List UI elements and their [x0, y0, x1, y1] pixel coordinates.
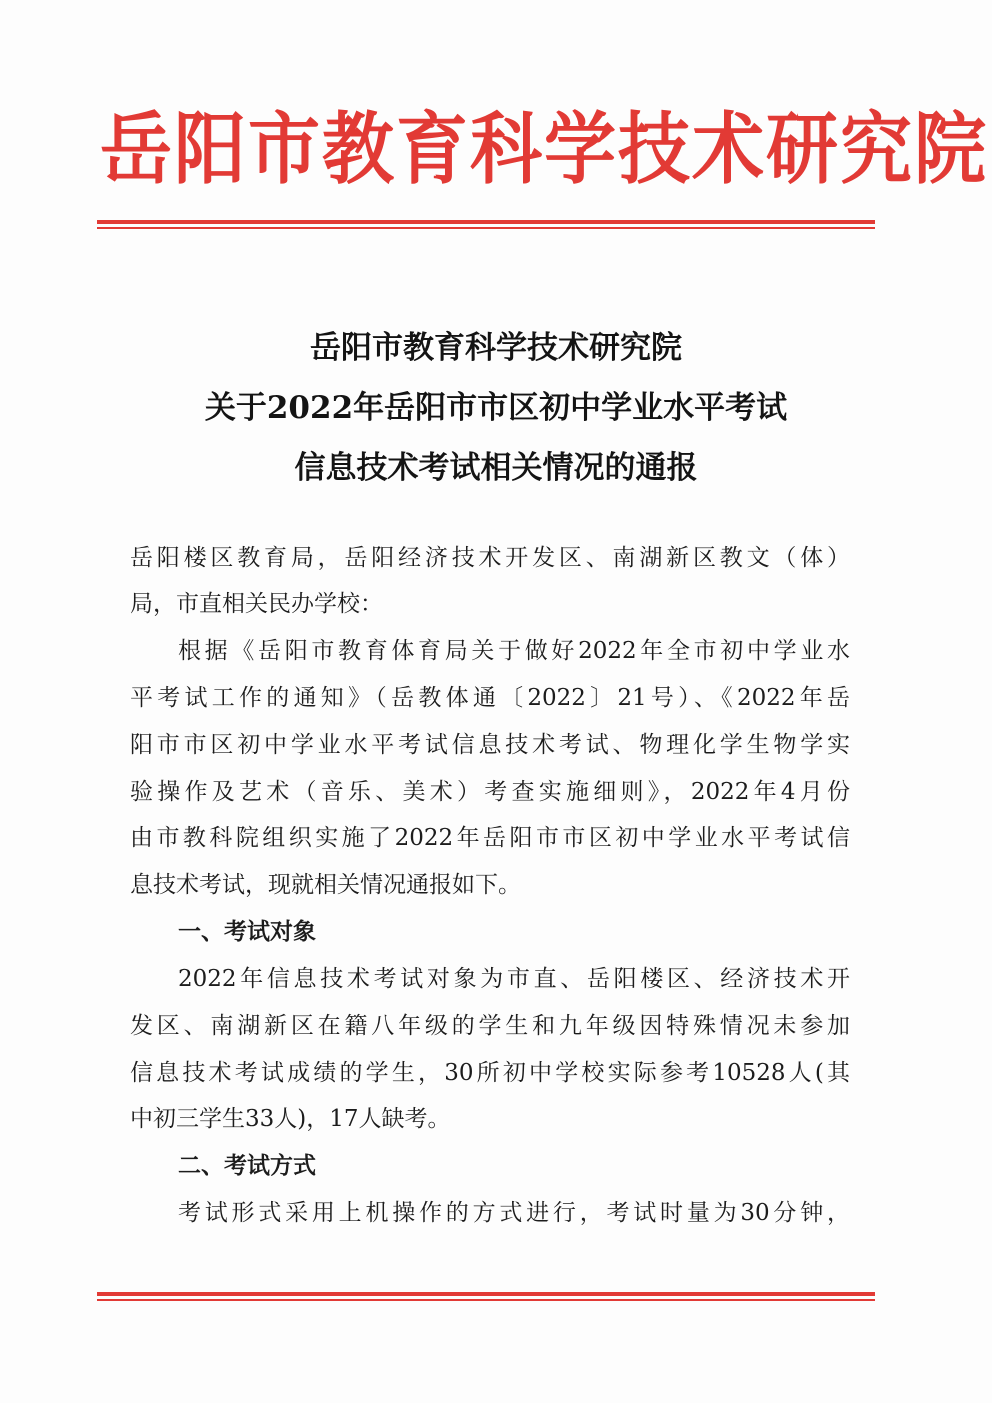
- letterhead-org-name: 岳阳市教育科学技术研究院: [100, 103, 989, 195]
- addressee-line-2: 局，市直相关民办学校：: [130, 591, 383, 617]
- footer-rule-thick: [97, 1292, 875, 1296]
- paragraph-3-line-1: 考试形式采用上机操作的方式进行，考试时量为30分钟，: [178, 1200, 850, 1226]
- addressee-line-1: 岳阳楼区教育局，岳阳经济技术开发区、南湖新区教文（体）: [130, 545, 850, 571]
- paragraph-1-line-2: 平考试工作的通知》（岳教体通〔2022〕21号）、《2022年岳: [130, 685, 850, 711]
- document-title-line-2: 关于2022年岳阳市市区初中学业水平考试: [204, 390, 788, 426]
- paragraph-2-line-4: 中初三学生33人)，17人缺考。: [130, 1106, 451, 1132]
- paragraph-1-line-5: 由市教科院组织实施了2022年岳阳市市区初中学业水平考试信: [130, 825, 850, 851]
- paragraph-2-line-3: 信息技术考试成绩的学生，30所初中学校实际参考10528人(其: [130, 1060, 850, 1086]
- footer-rule-thin: [97, 1299, 875, 1301]
- paragraph-1-line-4: 验操作及艺术（音乐、美术）考查实施细则》，2022年4月份: [130, 779, 850, 805]
- paragraph-2-line-2: 发区、南湖新区在籍八年级的学生和九年级因特殊情况未参加: [130, 1013, 850, 1039]
- paragraph-1-line-3: 阳市市区初中学业水平考试信息技术考试、物理化学生物学实: [130, 732, 850, 758]
- letterhead-rule-thin: [97, 227, 875, 229]
- document-title-line-3: 信息技术考试相关情况的通报: [294, 450, 698, 486]
- section-heading-2: 二、考试方式: [178, 1153, 316, 1179]
- letterhead-rule-thick: [97, 220, 875, 224]
- section-heading-1: 一、考试对象: [178, 919, 316, 945]
- paragraph-1-line-1: 根据《岳阳市教育体育局关于做好2022年全市初中学业水: [178, 638, 850, 664]
- paragraph-1-line-6: 息技术考试，现就相关情况通报如下。: [130, 872, 521, 898]
- document-title-line-1: 岳阳市教育科学技术研究院: [310, 330, 682, 366]
- paragraph-2-line-1: 2022年信息技术考试对象为市直、岳阳楼区、经济技术开: [178, 966, 850, 992]
